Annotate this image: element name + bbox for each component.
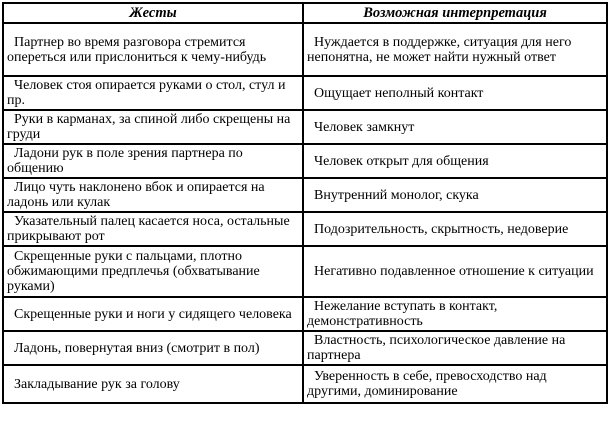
interpretation-cell: Негативно подавленное отношение к ситуации <box>303 246 607 297</box>
gesture-cell: Ладонь, повернутая вниз (смотрит в пол) <box>3 331 303 365</box>
table-row <box>3 246 607 297</box>
gesture-cell: Закладывание рук за голову <box>3 365 303 403</box>
gestures-table <box>2 2 608 404</box>
header-row <box>3 3 607 23</box>
interpretation-cell: Нежелание вступать в контакт, демонстративность <box>303 297 607 331</box>
table-row <box>3 178 607 212</box>
table-row <box>3 144 607 178</box>
table-row <box>3 76 607 110</box>
table-header <box>3 3 607 23</box>
table-row <box>3 110 607 144</box>
table-row <box>3 365 607 403</box>
interpretation-cell: Ощущает неполный контакт <box>303 76 607 110</box>
interpretation-cell: Внутренний монолог, скука <box>303 178 607 212</box>
gesture-cell: Человек стоя опирается руками о стол, стул и пр. <box>3 76 303 110</box>
table-row <box>3 331 607 365</box>
gesture-cell: Скрещенные руки с пальцами, плотно обжимающими предплечья (обхватывание руками) <box>3 246 303 297</box>
interpretation-cell: Уверенность в себе, превосходство над другими, доминирование <box>303 365 607 403</box>
gesture-cell: Скрещенные руки и ноги у сидящего человека <box>3 297 303 331</box>
table-row <box>3 212 607 246</box>
interpretation-cell: Человек замкнут <box>303 110 607 144</box>
interpretation-cell: Властность, психологическое давление на партнера <box>303 331 607 365</box>
gesture-cell: Указательный палец касается носа, остальные прикрывают рот <box>3 212 303 246</box>
gesture-cell: Ладони рук в поле зрения партнера по общению <box>3 144 303 178</box>
interpretation-cell: Нуждается в поддержке, ситуация для него непонятна, не может найти нужный ответ <box>303 23 607 76</box>
table-row <box>3 297 607 331</box>
column-header-gestures: Жесты <box>3 3 303 23</box>
interpretation-cell: Человек открыт для общения <box>303 144 607 178</box>
column-header-interpretation: Возможная интерпретация <box>303 3 607 23</box>
gesture-cell: Партнер во время разговора стремится опереться или прислониться к чему-нибудь <box>3 23 303 76</box>
gesture-cell: Руки в карманах, за спиной либо скрещены на груди <box>3 110 303 144</box>
interpretation-cell: Подозрительность, скрытность, недоверие <box>303 212 607 246</box>
table-row <box>3 23 607 76</box>
gesture-cell: Лицо чуть наклонено вбок и опирается на ладонь или кулак <box>3 178 303 212</box>
